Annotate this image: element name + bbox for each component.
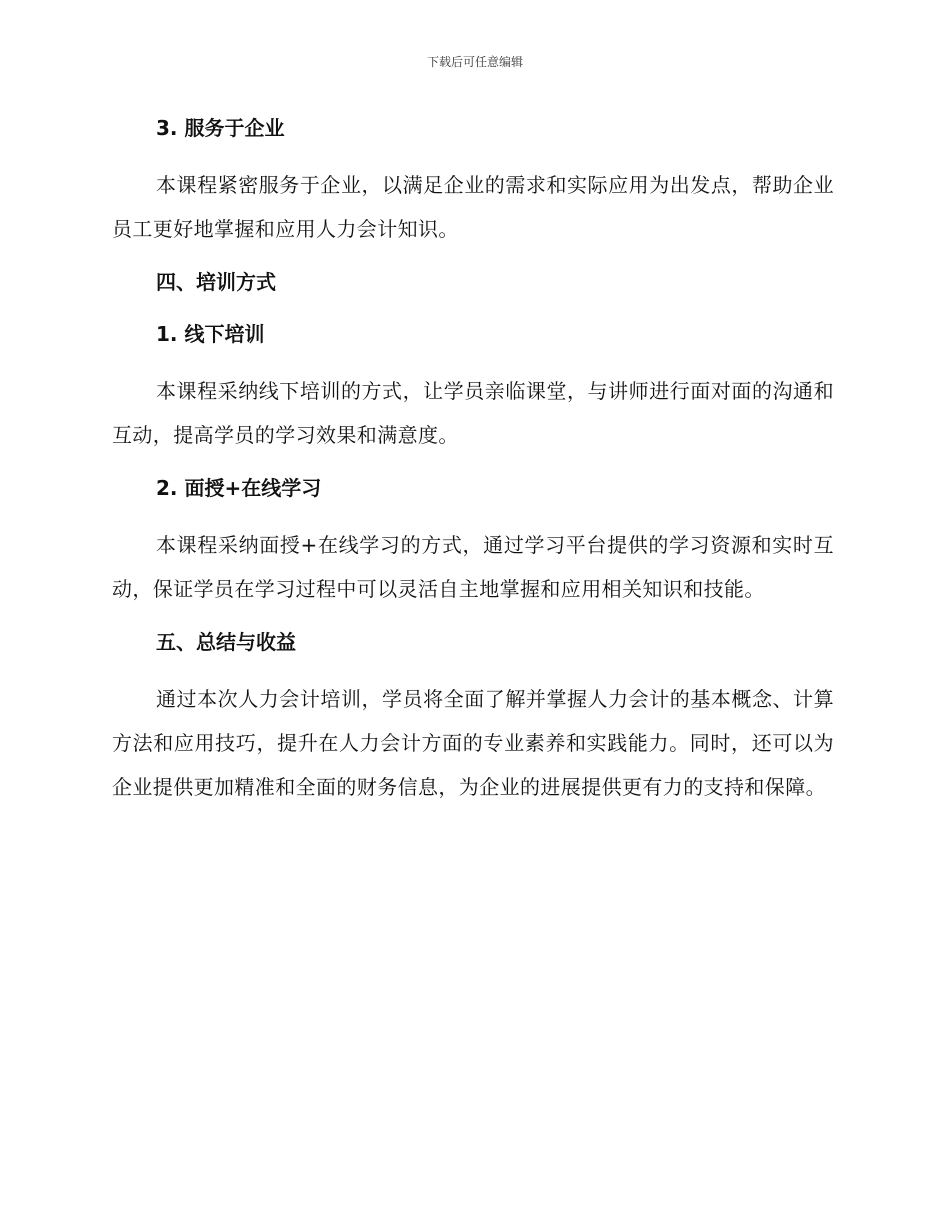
section-heading-offline-training: 1. 线下培训 — [156, 322, 265, 346]
paragraph-service: 本课程紧密服务于企业，以满足企业的需求和实际应用为出发点，帮助企业员工更好地掌握和应用人力会计知识。 — [112, 173, 834, 241]
section-heading-summary: 五、总结与收益 — [156, 630, 296, 654]
section-heading-blended-learning: 2. 面授+在线学习 — [156, 476, 322, 500]
paragraph-blended-learning: 本课程采纳面授+在线学习的方式，通过学习平台提供的学习资源和实时互动，保证学员在学习过程中可以灵活自主地掌握和应用相关知识和技能。 — [112, 533, 834, 601]
paragraph-summary: 通过本次人力会计培训，学员将全面了解并掌握人力会计的基本概念、计算方法和应用技巧，提升在人力会计方面的专业素养和实践能力。同时，还可以为企业提供更加精准和全面的财务信息，为企业的进展提供更有力的支持和保障。 — [112, 687, 834, 799]
section-heading-service: 3. 服务于企业 — [156, 116, 285, 140]
document-body — [112, 111, 834, 823]
section-heading-training-methods: 四、培训方式 — [156, 270, 276, 294]
page-header: 下载后可任意编辑 — [426, 55, 523, 69]
paragraph-offline-training: 本课程采纳线下培训的方式，让学员亲临课堂，与讲师进行面对面的沟通和互动，提高学员的学习效果和满意度。 — [112, 379, 834, 447]
